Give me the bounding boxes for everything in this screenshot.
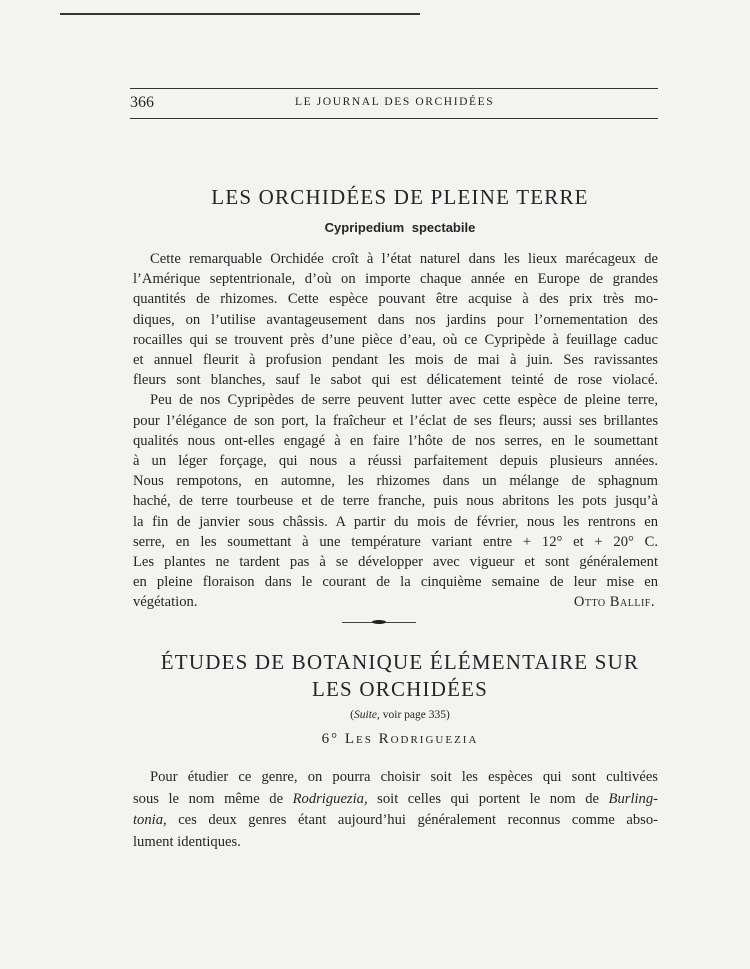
text-segment: soit celles qui portent le nom de xyxy=(367,790,609,807)
text-line xyxy=(133,768,658,786)
text-segment: sous le nom même de xyxy=(133,790,293,807)
top-scan-edge-rule xyxy=(60,13,420,15)
page-number: 366 xyxy=(130,94,154,111)
text-segment: qualités nous ont-elles engagé à en faire l’hôte de nos serres, en le soumettant xyxy=(133,432,658,449)
italic-text: Burling- xyxy=(608,790,659,807)
text-segment: ces deux genres étant aujourd’hui généralement reconnus comme abso- xyxy=(166,812,658,828)
text-line xyxy=(133,513,658,531)
text-line xyxy=(133,492,658,510)
continued-suite: Suite xyxy=(354,709,377,721)
text-line xyxy=(133,290,658,308)
text-segment: l’Amérique septentrionale, d’où on importe chaque année en Europe de grandes xyxy=(133,271,658,288)
text-segment: végétation. xyxy=(133,594,198,611)
text-line xyxy=(133,371,658,389)
text-line xyxy=(133,533,658,551)
text-segment: quantités de rhizomes. Cette espèce pouvant être acquise à des prix très mo- xyxy=(133,291,658,308)
section-title-line2: LES ORCHIDÉES xyxy=(311,677,489,701)
header-bottom-rule xyxy=(130,118,658,119)
text-line xyxy=(133,412,658,430)
text-segment: haché, de terre tourbeuse et de terre franche, puis nous abritons les pots jusqu’à xyxy=(133,493,658,510)
text-segment: Les plantes ne tardent pas à se développer avec vigueur et sont généralement xyxy=(133,554,658,570)
text-segment: lument identiques. xyxy=(133,833,241,850)
text-line xyxy=(133,790,658,808)
text-line xyxy=(133,331,658,349)
text-segment: Pour étudier ce genre, on pourra choisir soit les espèces qui sont cultivées xyxy=(150,769,658,785)
continued-note xyxy=(0,708,750,722)
author-signature: Otto Ballif. xyxy=(573,594,655,611)
text-line xyxy=(133,593,197,611)
text-line xyxy=(133,573,658,591)
text-segment: à un léger forçage, qui nous a réussi parfaitement depuis plusieurs années. xyxy=(133,453,658,469)
text-segment: Peu de nos Cypripèdes de serre peuvent lutter avec cette espèce de pleine terre, xyxy=(150,392,658,409)
text-line xyxy=(133,553,658,571)
article-subtitle: Cypripedium spectabile xyxy=(324,220,476,235)
continued-ref: , voir page 335) xyxy=(377,709,450,721)
text-line xyxy=(133,833,241,851)
italic-text: tonia, xyxy=(133,812,167,828)
header-top-rule xyxy=(130,88,658,89)
text-line xyxy=(133,311,658,329)
text-segment: la fin de janvier sous châssis. A partir du mois de février, nous les rentrons en xyxy=(133,513,658,530)
running-header: LE JOURNAL DES ORCHIDÉES xyxy=(295,96,495,108)
text-line xyxy=(133,472,658,490)
text-segment: fleurs sont blanches, sauf le sabot qui est délicatement teinté de rose violacé. xyxy=(133,372,658,389)
italic-text: Rodriguezia, xyxy=(292,790,368,807)
text-line xyxy=(133,432,658,450)
continued-open: ( xyxy=(350,709,354,721)
text-segment: en pleine floraison dans le courant de la cinquième semaine de leur mise en xyxy=(133,574,658,591)
text-line xyxy=(133,811,658,829)
text-line xyxy=(133,270,658,288)
section-title-line1: ÉTUDES DE BOTANIQUE ÉLÉMENTAIRE SUR xyxy=(160,650,640,674)
text-segment: Cette remarquable Orchidée croît à l’état naturel dans les lieux marécageux de xyxy=(150,251,658,267)
text-line xyxy=(133,452,658,470)
article-title: LES ORCHIDÉES DE PLEINE TERRE xyxy=(211,185,589,209)
text-segment: et annuel fleurit à profusion pendant les mois de mai à juin. Ses ravissantes xyxy=(133,352,658,368)
text-segment: serre, en les soumettant à une température variant entre + 12° et + 20° C. xyxy=(133,533,658,550)
text-segment: pour l’élégance de son port, la fraîcheur et l’éclat de ses fleurs; aussi ses brillantes xyxy=(133,412,658,429)
ornament-divider xyxy=(342,622,416,623)
text-line xyxy=(133,250,658,268)
text-segment: diques, on l’utilise avantageusement dans nos jardins pour l’ornementation des xyxy=(133,311,658,328)
ornament-center xyxy=(372,620,386,624)
text-line xyxy=(133,391,658,409)
subsection-heading: 6° Les Rodriguezia xyxy=(321,731,479,747)
text-segment: rocailles qui se trouvent près d’une pièce d’eau, où ce Cypripède à feuillage caduc xyxy=(133,331,658,348)
text-line xyxy=(133,351,658,369)
text-segment: Nous rempotons, en automne, les rhizomes dans un mélange de sphagnum xyxy=(133,473,658,490)
